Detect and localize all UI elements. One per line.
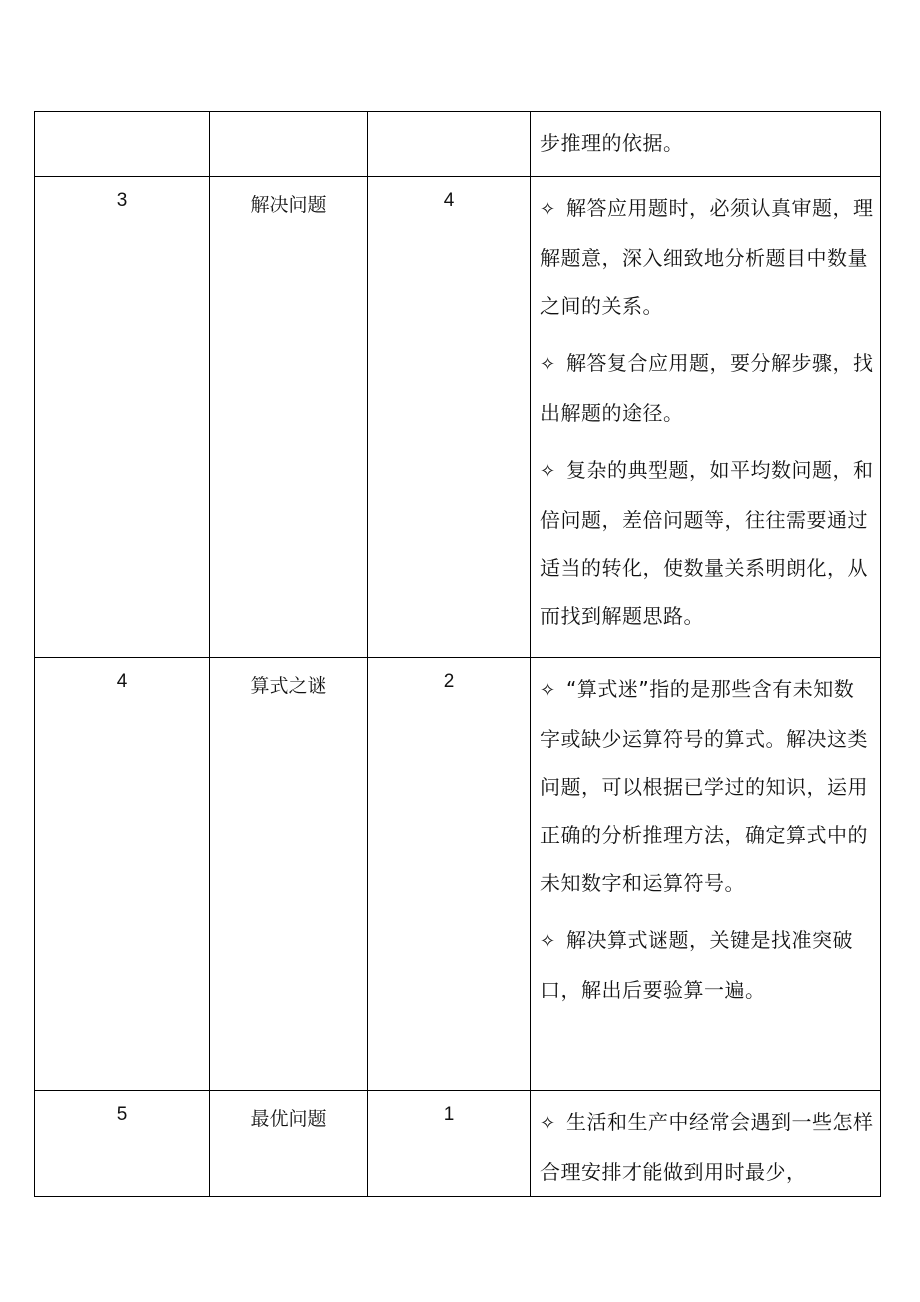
four-point-star-outline-icon: ✧ [540,1113,556,1134]
description-cell [531,658,881,1091]
four-point-star-outline-icon: ✧ [540,199,556,220]
bullet-text: “算式迷”指的是那些含有未知数字或缺少运算符号的算式。解决这类问题，可以根据已学过的知识，运用正确的分析推理方法，确定算式中的未知数字和运算符号。 [540,677,868,895]
hours-cell: 2 [368,658,531,1091]
index-cell: 4 [35,658,210,1091]
description-cell [531,112,881,177]
bullet-text: 解答复合应用题，要分解步骤，找出解题的途径。 [540,351,874,425]
bullet-point [540,1098,874,1196]
bullet-point [540,446,874,640]
description-cell [531,177,881,658]
four-point-star-outline-icon: ✧ [540,680,556,701]
bullet-point [540,184,874,330]
bullet-text: 解答应用题时，必须认真审题，理解题意，深入细致地分析题目中数量之间的关系。 [540,196,874,318]
bullet-point [540,916,874,1014]
hours-cell [368,112,531,177]
bullet-point [540,665,874,907]
table-row [35,1091,881,1197]
bullet-text: 生活和生产中经常会遇到一些怎样合理安排才能做到用时最少， [540,1110,874,1184]
four-point-star-outline-icon: ✧ [540,931,556,952]
table-row [35,658,881,1091]
curriculum-table [34,111,881,1197]
index-cell [35,112,210,177]
bullet-text: 复杂的典型题，如平均数问题，和倍问题，差倍问题等，往往需要通过适当的转化，使数量关系明朗化，从而找到解题思路。 [540,458,874,628]
topic-cell [210,112,368,177]
hours-cell: 1 [368,1091,531,1197]
topic-cell: 最优问题 [210,1091,368,1197]
bullet-text: 解决算式谜题，关键是找准突破口，解出后要验算一遍。 [540,928,853,1002]
index-cell: 5 [35,1091,210,1197]
table-row [35,112,881,177]
hours-cell: 4 [368,177,531,658]
index-cell: 3 [35,177,210,658]
four-point-star-outline-icon: ✧ [540,461,556,482]
bullet-point [540,339,874,437]
description-text: 步推理的依据。 [540,131,684,155]
topic-cell: 解决问题 [210,177,368,658]
four-point-star-outline-icon: ✧ [540,354,556,375]
topic-cell: 算式之谜 [210,658,368,1091]
description-cell [531,1091,881,1197]
table-row [35,177,881,658]
